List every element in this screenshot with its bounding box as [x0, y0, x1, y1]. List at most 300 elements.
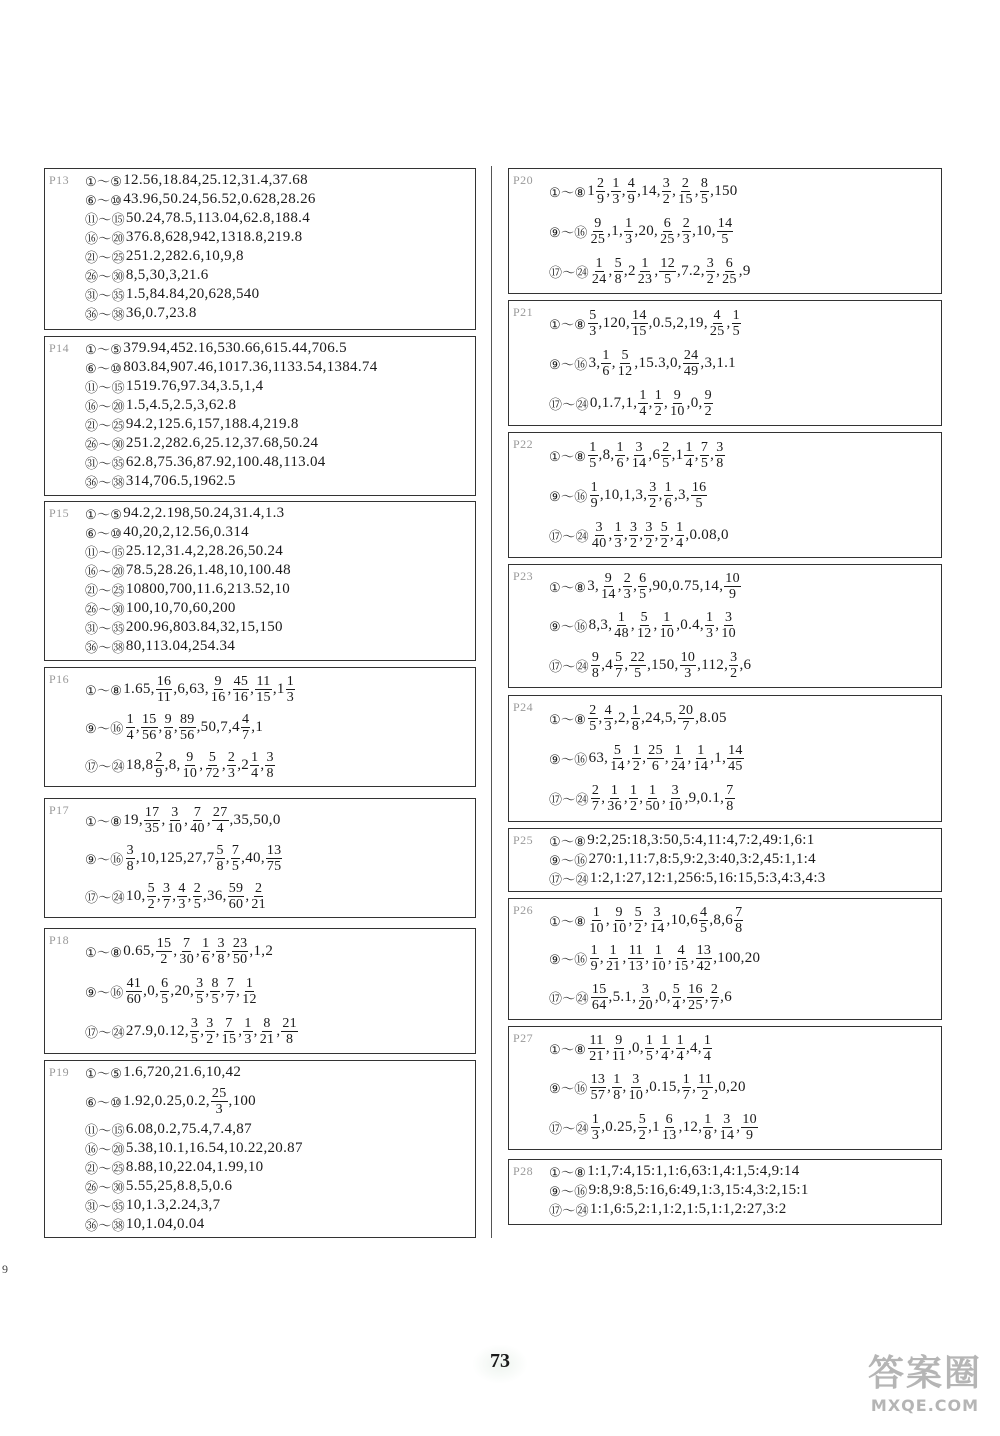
fraction-numerator: 89	[179, 711, 195, 727]
fraction-numerator: 1	[610, 783, 619, 799]
fraction	[147, 881, 156, 912]
fraction-denominator: 4	[676, 535, 684, 551]
fraction	[677, 176, 694, 207]
fraction-denominator: 3	[684, 665, 692, 681]
answer-text: 803.84,907.46,1017.36,1133.54,1384.74	[123, 359, 378, 375]
question-range: ⑰～㉔	[549, 265, 589, 281]
answer-row	[85, 878, 471, 914]
fraction-numerator: 15	[141, 711, 157, 727]
fraction-numerator: 8	[263, 1015, 271, 1031]
answer-text: ,	[621, 182, 626, 199]
fraction-numerator: 4	[627, 175, 636, 191]
fraction	[719, 1112, 736, 1143]
fraction-numerator: 3	[653, 904, 661, 920]
fraction-denominator: 23	[637, 271, 653, 287]
answer-rows	[549, 1029, 937, 1147]
fraction	[691, 480, 708, 511]
fraction	[661, 440, 670, 471]
fraction-numerator: 3	[595, 519, 603, 535]
question-range: ㊱～㊳	[85, 308, 125, 323]
answer-text: ,12,	[678, 1118, 703, 1135]
answer-text: ,	[682, 989, 687, 1006]
answer-text: ,35,50,0	[229, 811, 281, 828]
fraction-numerator: 5	[613, 742, 622, 758]
answer-row	[549, 1070, 937, 1106]
question-range: ⑨～⑯	[549, 357, 588, 373]
answer-row	[85, 266, 471, 285]
fraction	[650, 943, 667, 974]
question-range: ⑨～⑯	[549, 620, 588, 636]
answer-row	[549, 980, 937, 1016]
fraction-denominator: 14	[719, 1127, 735, 1143]
fraction-denominator: 5	[732, 323, 740, 339]
fraction-numerator: 3	[206, 1015, 214, 1031]
fraction	[179, 712, 196, 743]
fraction	[637, 256, 654, 287]
question-range: ①～⑧	[549, 317, 587, 333]
question-range: ⑨～⑯	[549, 225, 588, 241]
fraction-numerator: 1	[654, 943, 663, 959]
fraction-denominator: 8	[704, 1127, 712, 1143]
answer-row	[85, 973, 471, 1009]
answer-text: ,8.05	[695, 709, 727, 726]
fraction-denominator: 15	[678, 191, 693, 207]
fraction	[195, 976, 204, 1007]
answer-row	[85, 637, 471, 656]
answer-row	[549, 1181, 937, 1200]
fraction-denominator: 2	[634, 920, 642, 936]
fraction-denominator: 35	[144, 820, 160, 836]
fraction-numerator: 22	[630, 649, 646, 665]
question-range: ⑥～⑩	[85, 362, 123, 377]
fraction-numerator: 2	[193, 880, 201, 896]
fraction-denominator: 3	[215, 1101, 223, 1117]
answer-text: ,112,	[697, 656, 729, 673]
fraction	[255, 674, 272, 705]
fraction-numerator: 2	[155, 749, 163, 765]
fraction	[611, 1033, 627, 1064]
fraction-denominator: 2	[629, 799, 638, 815]
answer-rows	[85, 931, 471, 1051]
page-reference-label: P28	[513, 1164, 534, 1178]
fraction-numerator: 1	[629, 783, 638, 799]
fraction	[623, 571, 632, 602]
fraction-denominator: 10	[659, 626, 675, 642]
fraction-denominator: 5	[190, 1031, 199, 1047]
answer-row	[85, 396, 471, 415]
fraction-numerator: 14	[728, 742, 743, 758]
fraction-denominator: 6	[616, 455, 624, 471]
page-reference-label: P25	[513, 833, 534, 847]
fraction-numerator: 1	[704, 1111, 712, 1127]
fraction	[703, 1033, 712, 1064]
fraction	[682, 216, 691, 247]
question-range: ①～⑤	[85, 175, 123, 190]
answer-rows	[549, 303, 937, 423]
question-range: ㉖～㉚	[85, 438, 125, 453]
fraction	[634, 905, 643, 936]
fraction	[233, 674, 250, 705]
fraction-numerator: 7	[225, 1015, 233, 1031]
answer-text: ,10,1,3,	[599, 486, 648, 503]
fraction-numerator: 2	[662, 439, 670, 455]
fraction-numerator: 1	[625, 215, 633, 231]
fraction	[210, 976, 219, 1007]
answer-text: ,6	[720, 989, 732, 1006]
fraction-denominator: 8	[614, 271, 622, 287]
fraction	[649, 905, 666, 936]
fraction	[703, 1112, 712, 1143]
fraction-denominator: 40	[591, 535, 607, 551]
answer-text: ,0,20	[714, 1079, 746, 1096]
fraction	[156, 936, 173, 967]
question-range: ⑨～⑯	[549, 854, 588, 869]
fraction-denominator: 8	[716, 455, 724, 471]
answer-text: ,3,1.1	[700, 354, 736, 371]
fraction-numerator: 1	[617, 610, 626, 626]
answer-text: ,150	[710, 182, 738, 199]
fraction	[604, 703, 613, 734]
answer-text: 270:1,11:7,8:5,9:2,3:40,3:2,45:1,1:4	[588, 851, 816, 867]
fraction-numerator: 2	[682, 215, 691, 231]
fraction-denominator: 8	[217, 951, 225, 967]
fraction	[700, 440, 709, 471]
fraction-numerator: 6	[161, 975, 169, 991]
fraction-numerator: 1	[732, 307, 740, 323]
answer-text: 36,0.7,23.8	[125, 305, 197, 321]
fraction	[617, 348, 634, 379]
answer-text: 10,	[125, 887, 146, 904]
question-range: ⑰～㉔	[549, 659, 589, 675]
fraction-numerator: 9	[615, 1033, 623, 1049]
answer-rows	[549, 698, 937, 819]
answer-row	[549, 213, 937, 249]
answer-text: ,0.08,0	[685, 526, 729, 543]
fraction-denominator: 14	[649, 920, 665, 936]
fraction-denominator: 9	[155, 765, 163, 781]
answer-text: ,10,	[692, 222, 716, 239]
page-reference-label: P16	[49, 672, 70, 686]
fraction-numerator: 3	[723, 1111, 731, 1127]
fraction-numerator: 3	[645, 519, 653, 535]
fraction	[705, 610, 714, 641]
answer-row	[85, 580, 471, 599]
fraction-numerator: 1	[613, 1072, 621, 1088]
answer-text: ,36,	[203, 887, 227, 904]
fraction-numerator: 11	[628, 943, 643, 959]
fraction	[259, 1016, 276, 1047]
answer-text: ,1,	[710, 749, 727, 766]
fraction-denominator: 2	[147, 896, 155, 912]
fraction	[606, 783, 623, 814]
fraction-denominator: 49	[683, 363, 699, 379]
fraction-numerator: 4	[241, 711, 250, 727]
page-reference-label: P18	[49, 933, 70, 947]
question-range: ⑰～㉔	[549, 793, 589, 809]
fraction-numerator: 7	[183, 935, 191, 951]
fraction	[154, 750, 163, 781]
answer-text: ,100,20	[713, 950, 761, 967]
fraction-numerator: 3	[171, 804, 179, 820]
fraction-denominator: 25	[688, 998, 703, 1014]
fraction	[141, 712, 158, 743]
answer-row	[85, 285, 471, 304]
answer-box-p14	[44, 336, 476, 496]
fraction-numerator: 5	[660, 519, 669, 535]
fraction	[216, 936, 225, 967]
answer-text: 1519.76,97.34,3.5,1,4	[125, 378, 264, 394]
fraction-denominator: 14	[631, 455, 647, 471]
fraction-denominator: 5	[193, 896, 201, 912]
fraction	[241, 712, 250, 743]
fraction	[638, 388, 647, 419]
fraction	[628, 943, 645, 974]
answer-text: ,6,63,	[173, 680, 209, 697]
fraction-denominator: 64	[591, 998, 607, 1014]
question-range: ①～⑧	[549, 185, 587, 201]
question-range: ㉖～㉚	[85, 270, 125, 285]
fraction-denominator: 3	[244, 1031, 252, 1047]
fraction	[591, 650, 600, 681]
answer-text: ,3,	[673, 486, 690, 503]
answer-box-p21	[508, 300, 942, 426]
fraction-denominator: 5	[634, 665, 642, 681]
fraction	[710, 982, 719, 1013]
fraction-denominator: 10	[721, 626, 736, 642]
answer-text: ,	[276, 1022, 281, 1039]
answer-text: 9:8,9:8,5:16,6:49,1:3,15:4,3:2,15:1	[588, 1182, 809, 1198]
fraction-numerator: 14	[632, 307, 647, 323]
answer-text: 1:2,1:27,12:1,256:5,16:15,5:3,4:3,4:3	[589, 870, 826, 886]
question-range: ㉑～㉕	[85, 584, 125, 599]
answer-text: ,50,7,4	[196, 718, 240, 735]
fraction-denominator: 2	[706, 271, 715, 287]
fraction-numerator: 1	[590, 479, 598, 495]
question-range: ⑰～㉔	[549, 992, 589, 1008]
question-range: ⑪～⑮	[85, 1124, 125, 1139]
fraction-denominator: 8	[726, 799, 734, 815]
fraction-denominator: 4	[251, 765, 259, 781]
fraction-denominator: 10	[628, 1088, 644, 1104]
fraction-denominator: 10	[167, 820, 183, 836]
fraction-denominator: 4	[216, 820, 224, 836]
answer-text: ,	[196, 942, 201, 959]
fraction	[628, 1072, 645, 1103]
fraction	[144, 805, 161, 836]
fraction-denominator: 5	[662, 455, 670, 471]
answer-row	[85, 671, 471, 707]
answer-row	[85, 1139, 471, 1158]
answer-text: ,8,6	[709, 911, 734, 928]
fraction-denominator: 5	[664, 271, 672, 287]
page-reference-label: P24	[513, 700, 534, 714]
answer-box-p27	[508, 1026, 942, 1150]
question-range: ㉑～㉕	[85, 419, 125, 434]
answer-text: ,2	[237, 756, 250, 773]
answer-text: ,	[226, 942, 231, 959]
question-range: ①～⑧	[549, 914, 587, 930]
fraction-numerator: 2	[227, 749, 236, 765]
fraction-denominator: 20	[638, 998, 653, 1014]
answer-text: 1.6,720,21.6,10,42	[123, 1064, 242, 1080]
answer-row	[85, 472, 471, 491]
answer-text: ,	[173, 718, 178, 735]
question-range: ⑨～⑯	[549, 1082, 588, 1098]
fraction-denominator: 14	[601, 587, 616, 603]
fraction	[189, 805, 206, 836]
answer-text: 1:1,6:5,2:1,1:2,1:5,1:1,2:27,3:2	[589, 1201, 787, 1217]
answer-text: ,	[206, 811, 211, 828]
page-reference-label: P26	[513, 903, 534, 917]
answer-text: 376.8,628,942,1318.8,219.8	[125, 229, 303, 245]
fraction-denominator: 56	[141, 727, 157, 743]
answer-row	[85, 1063, 471, 1082]
fraction-numerator: 1	[639, 387, 647, 403]
question-range: ⑪～⑮	[85, 546, 125, 561]
fraction	[612, 1072, 621, 1103]
fraction	[660, 1033, 669, 1064]
fraction-numerator: 25	[648, 742, 663, 758]
answer-row	[549, 345, 937, 381]
fraction	[629, 520, 638, 551]
answer-text: ,	[617, 578, 622, 595]
fraction-numerator: 10	[742, 1111, 757, 1127]
fraction-denominator: 5	[211, 991, 219, 1007]
fraction-numerator: 1	[661, 1033, 669, 1049]
question-range: ⑯～⑳	[85, 565, 125, 580]
fraction-numerator: 3	[629, 519, 638, 535]
fraction-denominator: 15	[256, 689, 271, 705]
answer-text: ,	[654, 526, 659, 543]
fraction	[654, 388, 663, 419]
fraction-numerator: 9	[704, 387, 712, 403]
answer-text: ,	[626, 749, 631, 766]
answer-row	[85, 1196, 471, 1215]
fraction	[126, 976, 143, 1007]
answer-text: ,	[245, 887, 250, 904]
answer-box-p24	[508, 695, 942, 822]
fraction-numerator: 1	[676, 1033, 684, 1049]
answer-text: ,	[598, 709, 603, 726]
question-range: ⑨～⑯	[85, 721, 124, 737]
fraction	[227, 750, 236, 781]
fraction-denominator: 4	[676, 1049, 684, 1065]
answer-row	[85, 377, 471, 396]
answer-row	[549, 831, 937, 850]
question-range: ①～⑧	[549, 449, 587, 465]
answer-text: ,	[670, 526, 675, 543]
question-range: ⑨～⑯	[549, 953, 588, 969]
fraction-numerator: 59	[228, 880, 244, 896]
question-range: ⑯～⑳	[85, 232, 125, 247]
answer-row	[85, 304, 471, 323]
fraction-denominator: 5	[639, 587, 647, 603]
answer-text: ,	[645, 950, 650, 967]
answer-row	[549, 385, 937, 421]
fraction-denominator: 21	[251, 896, 266, 912]
answer-text: ,	[250, 680, 255, 697]
answer-text: ,	[664, 749, 669, 766]
fraction-denominator: 21	[259, 1031, 275, 1047]
fraction-numerator: 1	[676, 519, 684, 535]
answer-text: 379.94,452.16,530.66,615.44,706.5	[123, 340, 347, 356]
answer-box-p26	[508, 898, 942, 1020]
fraction-numerator: 7	[735, 904, 743, 920]
answer-text: ,	[200, 1022, 205, 1039]
fraction	[232, 936, 249, 967]
answer-text: ,	[236, 982, 241, 999]
fraction	[226, 976, 235, 1007]
question-range: ①～⑧	[549, 1166, 587, 1181]
answer-text: 251.2,282.6,10,9,8	[125, 248, 244, 264]
question-range: ㉛～㉟	[85, 1200, 125, 1215]
fraction	[156, 674, 173, 705]
fraction	[167, 805, 184, 836]
fraction-denominator: 8	[631, 718, 640, 734]
fraction-denominator: 10	[182, 765, 198, 781]
fraction	[706, 256, 715, 287]
answer-text: ,5.1,	[608, 989, 637, 1006]
fraction-denominator: 25	[709, 323, 725, 339]
fraction-denominator: 5	[231, 858, 240, 874]
answer-text: 12.56,18.84,25.12,31.4,37.68	[123, 172, 308, 188]
fraction-denominator: 3	[286, 689, 295, 705]
question-range: ①～⑧	[85, 814, 123, 830]
fraction-denominator: 3	[614, 535, 622, 551]
fraction-numerator: 7	[726, 783, 734, 799]
question-range: ㉛～㉟	[85, 457, 125, 472]
answer-text: ,	[713, 1118, 718, 1135]
fraction-numerator: 1	[589, 439, 597, 455]
fraction	[644, 520, 653, 551]
answer-box-p25	[508, 828, 942, 892]
answer-box-p16	[44, 667, 476, 787]
fraction	[638, 1112, 647, 1143]
question-range: ①～⑧	[549, 1043, 587, 1059]
answer-text: ,	[642, 749, 647, 766]
fraction	[266, 843, 283, 874]
answer-text: 63,	[588, 749, 609, 766]
fraction-denominator: 25	[722, 271, 737, 287]
fraction	[732, 308, 741, 339]
fraction-numerator: 10	[725, 571, 740, 587]
question-range: ⑰～㉔	[549, 397, 589, 413]
answer-row	[549, 1031, 937, 1067]
answer-text: ,90,0.75,14,	[648, 578, 724, 595]
answer-row	[85, 542, 471, 561]
fraction-denominator: 8	[126, 858, 134, 874]
fraction-numerator: 6	[725, 255, 734, 271]
fraction-numerator: 1	[703, 1033, 712, 1049]
fraction-numerator: 3	[635, 439, 643, 455]
fraction-denominator: 6	[651, 758, 660, 774]
fraction-numerator: 9	[673, 387, 682, 403]
answer-text: 200.96,803.84,32,15,150	[125, 619, 283, 635]
answer-text: ,20,	[634, 222, 659, 239]
answer-rows	[85, 339, 471, 493]
fraction-numerator: 9	[214, 673, 222, 689]
fraction-denominator: 12	[242, 991, 257, 1007]
question-range: ㉖～㉚	[85, 1181, 125, 1196]
fraction	[286, 674, 295, 705]
answer-row	[85, 1215, 471, 1234]
answer-row	[549, 869, 937, 888]
fraction-numerator: 5	[147, 880, 155, 896]
fraction-numerator: 1	[697, 742, 705, 758]
fraction-numerator: 3	[641, 982, 650, 998]
answer-text: ,	[607, 1079, 612, 1096]
fraction-denominator: 2	[638, 1127, 647, 1143]
